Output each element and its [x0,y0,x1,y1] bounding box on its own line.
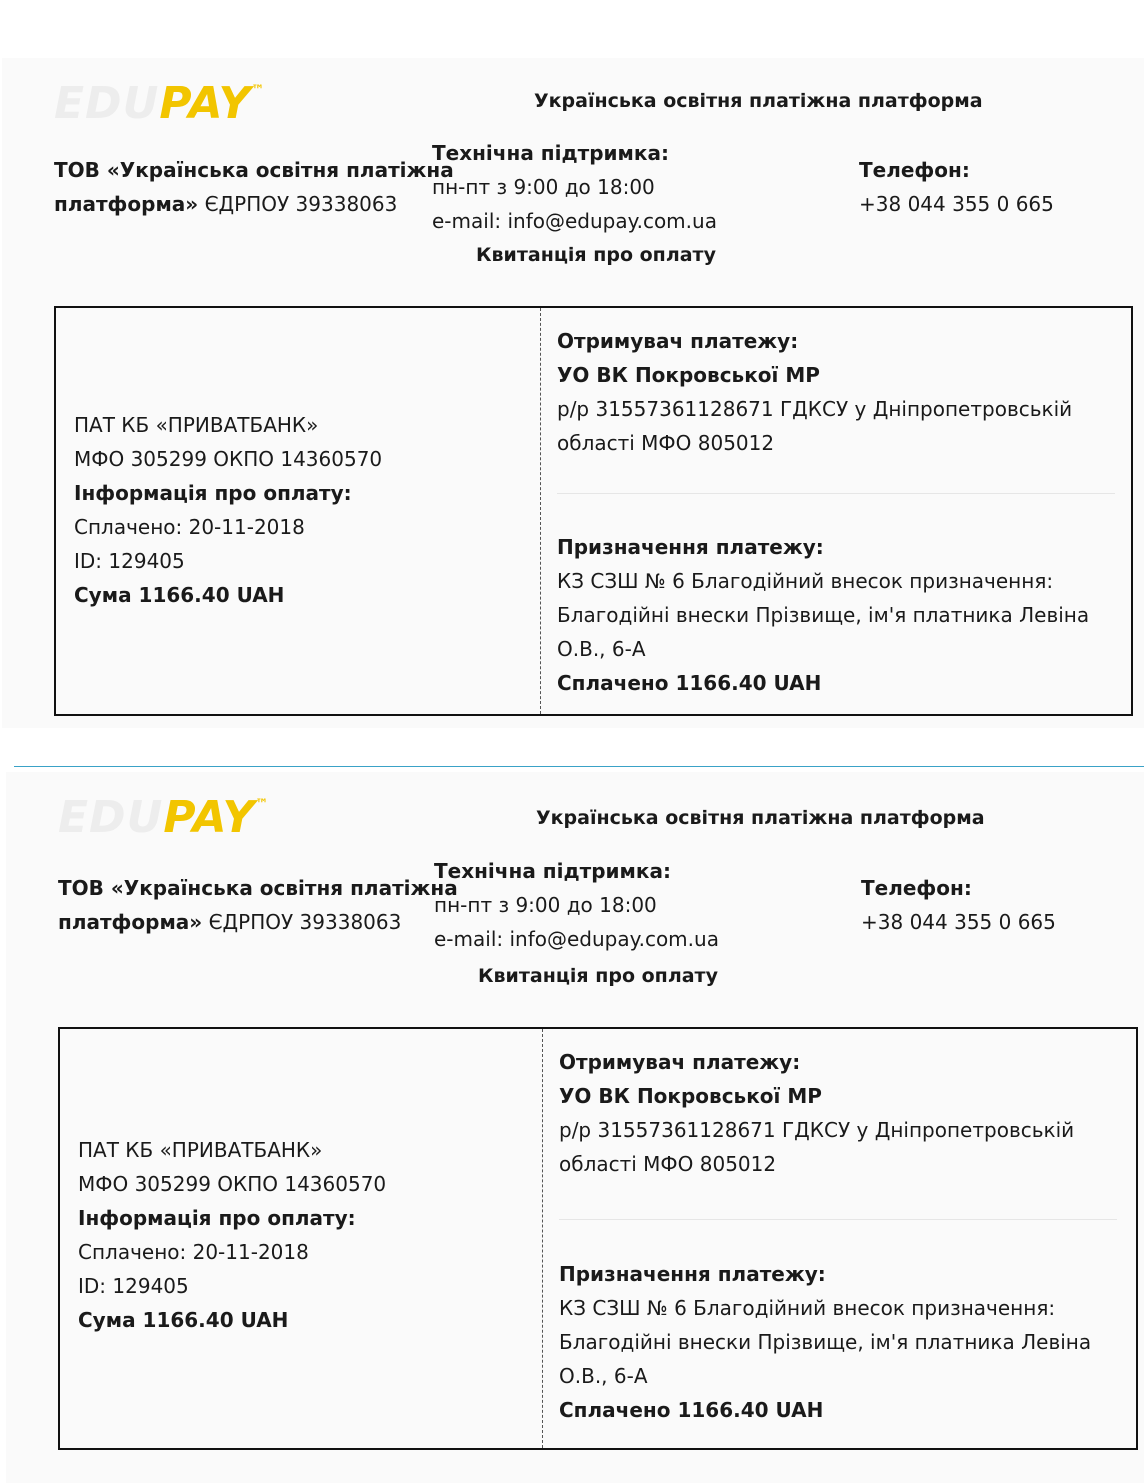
support-info: Технічна підтримка: пн-пт з 9:00 до 18:00 e-mail: info@edupay.com.ua [432,141,717,233]
column-divider [542,1029,543,1448]
platform-title: Українська освітня платіжна платформа [534,90,983,112]
company-name: ТОВ «Українська освітня платіжна платформа» ЄДРПОУ 39338063 [54,158,454,216]
payment-details-box [58,1027,1138,1450]
edupay-logo: EDUPAY™ [54,78,266,129]
receipt-separator [14,766,1144,767]
section-separator [559,1219,1117,1220]
trademark-mark: ™ [251,83,266,98]
receipt-2 [6,772,1144,1483]
receipt-title: Квитанція про оплату [478,965,718,987]
column-divider [540,308,541,714]
receipt-1 [2,58,1144,728]
support-info: Технічна підтримка: пн-пт з 9:00 до 18:00 e-mail: info@edupay.com.ua [434,859,719,951]
phone-info: Телефон: +38 044 355 0 665 [859,158,1054,216]
trademark-mark: ™ [255,797,270,812]
edupay-logo: EDUPAY™ [58,792,270,843]
recipient-info: Отримувач платежу: УО ВК Покровської МР р/р 31557361128671 ГДКСУ у Дніпропетровській області МФО 805012 [557,329,1073,455]
payer-bank-info: ПАТ КБ «ПРИВАТБАНК» МФО 305299 ОКПО 14360570 Інформація про оплату: Сплачено: 20-11-2018 ID: 129405 Сума 1166.40 UAH [74,413,383,607]
recipient-info: Отримувач платежу: УО ВК Покровської МР р/р 31557361128671 ГДКСУ у Дніпропетровській області МФО 805012 [559,1050,1075,1176]
receipt-title: Квитанція про оплату [476,244,716,266]
payer-bank-info: ПАТ КБ «ПРИВАТБАНК» МФО 305299 ОКПО 14360570 Інформація про оплату: Сплачено: 20-11-2018 ID: 129405 Сума 1166.40 UAH [78,1138,387,1332]
platform-title: Українська освітня платіжна платформа [536,807,985,829]
payment-purpose: Призначення платежу: КЗ СЗШ № 6 Благодійний внесок призначення: Благодійні внески Прізвище, ім'я платника Левіна О.В., 6-А Сплачено 1166.40 UAH [557,535,1090,695]
company-name: ТОВ «Українська освітня платіжна платформа» ЄДРПОУ 39338063 [58,876,458,934]
section-separator [557,493,1115,494]
payment-details-box [54,306,1133,716]
payment-purpose: Призначення платежу: КЗ СЗШ № 6 Благодійний внесок призначення: Благодійні внески Прізвище, ім'я платника Левіна О.В., 6-А Сплачено 1166.40 UAH [559,1262,1092,1422]
phone-info: Телефон: +38 044 355 0 665 [861,876,1056,934]
